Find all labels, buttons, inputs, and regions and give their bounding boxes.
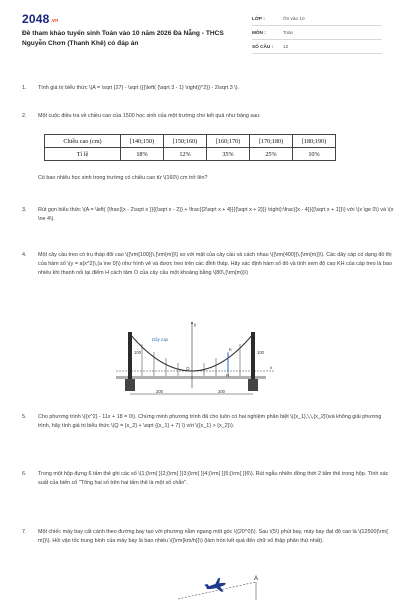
table-cell: [150;160) bbox=[164, 135, 207, 148]
dim-right-label: 200 bbox=[218, 389, 225, 394]
table-cell: [170;180) bbox=[250, 135, 293, 148]
question-text: Có bao nhiêu học sinh trong trường có chiều cao từ \(160\) cm trở lên? bbox=[38, 175, 208, 181]
point-h-label: H bbox=[226, 373, 230, 378]
left-pier bbox=[125, 379, 135, 391]
point-a-label: A bbox=[254, 576, 259, 582]
question-text: Một cây cầu treo có trụ tháp đôi cao \({\rm{100}}\,{\rm{m}}\) so với mặt của cây cầu và cách nhau \({\rm{400}}\,{\rm{m}}\). Các dây cáp có dạng đồ thị của hàm số \(y = a{x^2}\,(a \ne 0)\) như hình vẽ và được treo trên các đỉnh tháp. Hãy xác định hàm số đó và tính xem độ cao KH của cáp treo là bao nhiêu khi thanh nối tại điểm H cách tâm O của cây cầu một khoảng bằng \(80\,{\rm{m}}\) bbox=[38, 252, 392, 276]
height-label-right: 100 bbox=[257, 350, 264, 355]
bridge-deck bbox=[116, 376, 266, 379]
meta-key: MÔN : bbox=[252, 30, 266, 35]
table-cell: [160;170) bbox=[207, 135, 250, 148]
question-text: Cho phương trình \({x^2} - 11x + 18 = 0\). Chứng minh phương trình đã cho luôn có hai nghiệm phân biệt \({x_1},\,\,{x_2}\)và không giải phương trình, hãy tính giá trị biểu thức \(Q = {x_2} + \sqrt {{x_1} + 7} \) với \({x_1} > {x_2}\). bbox=[38, 414, 382, 429]
table-row bbox=[45, 135, 336, 148]
meta-key: LỚP : bbox=[252, 16, 265, 21]
question-number: 1. bbox=[22, 85, 27, 91]
question-number: 3. bbox=[22, 207, 27, 213]
meta-row-class bbox=[252, 12, 382, 26]
table-cell: 18% bbox=[121, 148, 164, 161]
right-tower bbox=[251, 332, 255, 380]
cable-curve bbox=[130, 334, 253, 371]
left-tower bbox=[128, 332, 132, 380]
question-text: Trong một hộp đựng 6 tấm thẻ ghi các số \(1;{\rm{ }}2;{\rm{ }}3;{\rm{ }}4;{\rm{ }}5;{\rm{ }}6\). Rút ngẫu nhiên đồng thời 2 tấm thẻ trong hộp. Tính xác suất của biến cố "Tổng hai số trên hai tấm thẻ là một số chẵn". bbox=[38, 471, 389, 486]
table-cell: 12% bbox=[164, 148, 207, 161]
question-text: Tính giá trị biểu thức \(A = \sqrt {27} - \sqrt {{{\left( {\sqrt 3 - 1} \right)}^2}} - 2\sqrt 3 \). bbox=[38, 85, 240, 91]
meta-panel bbox=[252, 12, 382, 54]
meta-row-subject bbox=[252, 26, 382, 40]
table-cell: [140;150) bbox=[121, 135, 164, 148]
question-number: 6. bbox=[22, 471, 27, 477]
right-pier bbox=[248, 379, 258, 391]
question-number: 5. bbox=[22, 414, 27, 420]
site-logo[interactable] bbox=[22, 12, 58, 26]
logo-suffix: .vn bbox=[50, 18, 59, 24]
meta-key: SỐ CÂU : bbox=[252, 44, 274, 49]
bridge-figure bbox=[108, 318, 278, 398]
meta-value: Ôn vào 10 bbox=[283, 16, 305, 21]
question-number: 7. bbox=[22, 529, 27, 535]
point-o-label: O bbox=[186, 366, 190, 371]
question-text: Một chiếc máy bay cất cánh theo đường bay tạo với phương nằm ngang một góc \({20^0}\). Sau \(5\) phút bay, máy bay đạt độ cao là \(12500{\rm{ m}}\). Hỏi vận tốc trung bình của máy bay là bao nhiêu \({\rm{km/h}}\) (làm tròn kết quả đến chữ số thập phân thứ nhất). bbox=[38, 529, 388, 544]
table-cell: 25% bbox=[250, 148, 293, 161]
height-label-left: 100 bbox=[134, 350, 141, 355]
y-axis-label: y bbox=[194, 322, 197, 327]
meta-value: 12 bbox=[283, 44, 289, 49]
page-title: Đề tham khảo tuyển sinh Toán vào 10 năm 2026 Đà Nẵng - THCS Nguyễn Chơn (Thanh Khê) có đáp án bbox=[22, 30, 224, 47]
airplane-figure bbox=[178, 572, 298, 600]
table-cell: Tỉ lệ bbox=[45, 148, 121, 161]
logo-text: 2048 bbox=[22, 12, 50, 26]
question-text: Rút gọn biểu thức \(A = \left( {\frac{{x - 2\sqrt x }}{{\sqrt x - 2}} + \frac{{2\sqrt x + 4}}{{\sqrt x + 2}}} \right):\frac{{x - 4}}{{\sqrt x + 1}}\) với \(x \ge 0\) và \(x \ne 4\). bbox=[38, 207, 394, 222]
table-cell: 35% bbox=[207, 148, 250, 161]
question-number: 2. bbox=[22, 113, 27, 119]
meta-row-count bbox=[252, 40, 382, 54]
table-cell: 10% bbox=[293, 148, 336, 161]
table-row bbox=[45, 148, 336, 161]
table-cell: Chiều cao (cm) bbox=[45, 135, 121, 148]
height-table bbox=[44, 134, 336, 161]
point-k-label: K bbox=[229, 347, 233, 352]
dim-left-label: 200 bbox=[156, 389, 163, 394]
cable-label: Dây cáp bbox=[152, 337, 169, 342]
page-header bbox=[0, 0, 400, 68]
x-axis-label: x bbox=[270, 365, 273, 370]
meta-value: Toán bbox=[283, 30, 294, 35]
question-text: Một cuộc điều tra về chiều cao của 1500 học sinh của một trường cho kết quả như bảng sau: bbox=[38, 113, 261, 119]
table-cell: [180;190) bbox=[293, 135, 336, 148]
question-number: 4. bbox=[22, 252, 27, 258]
